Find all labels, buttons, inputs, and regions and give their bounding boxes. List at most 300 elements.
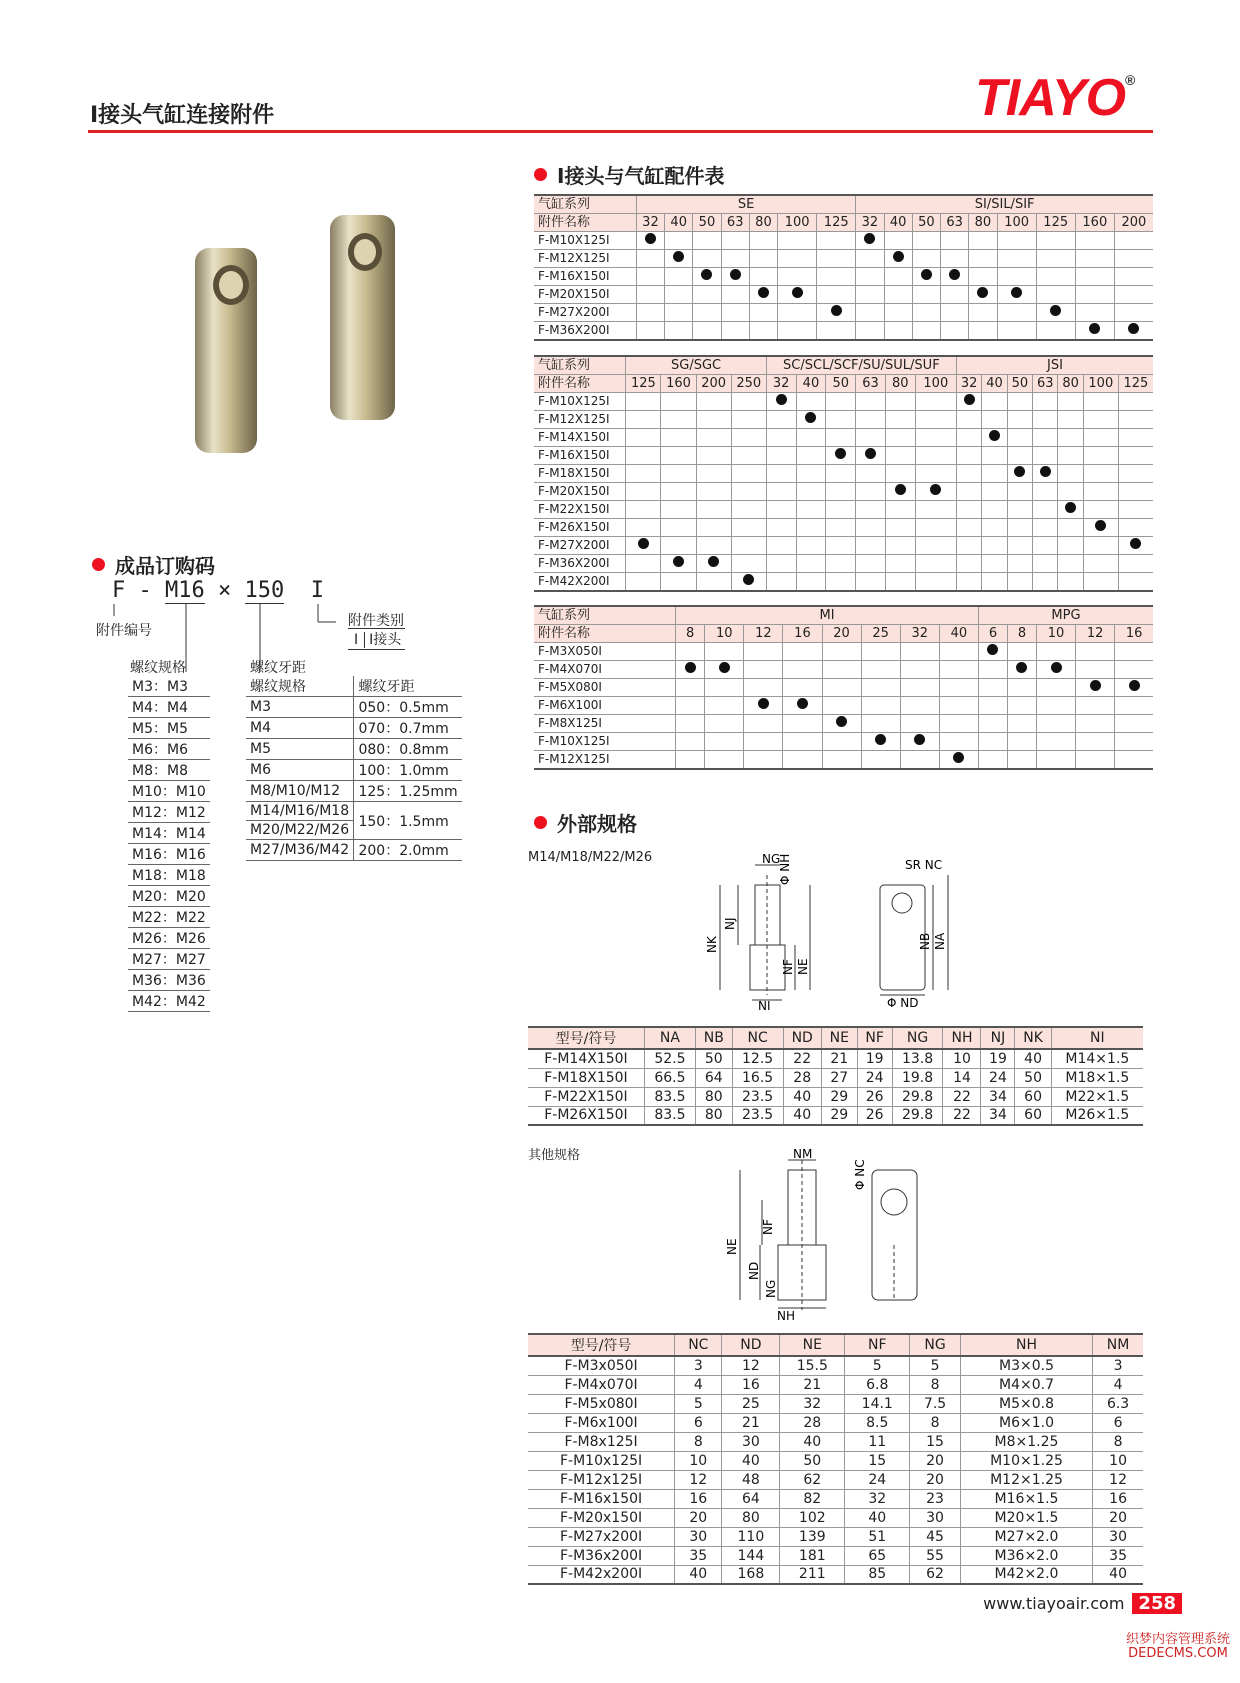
dim-cell: 20: [910, 1470, 961, 1489]
matrix-cell: [861, 643, 900, 661]
matrix-cell: [912, 268, 940, 286]
dim-label-nm: NM: [793, 1147, 813, 1161]
dim-cell: 13.8: [892, 1049, 943, 1068]
dim-header: NB: [695, 1027, 732, 1049]
compat-dot-icon: [1014, 466, 1025, 477]
bore-size: 80: [885, 375, 915, 393]
matrix-cell: [912, 322, 940, 341]
dim-label-nd2: ND: [747, 1261, 761, 1280]
matrix-cell: [665, 250, 693, 268]
matrix-cell: [1036, 268, 1075, 286]
matrix-cell: [856, 537, 886, 555]
dim-cell: 19: [857, 1049, 892, 1068]
bore-size: 160: [661, 375, 696, 393]
bore-size: 12: [744, 625, 783, 643]
matrix-cell: [766, 555, 796, 573]
series-group: MI: [676, 606, 979, 625]
matrix-cell: [796, 429, 826, 447]
dim-cell: 50: [780, 1451, 845, 1470]
matrix-cell: [1083, 393, 1118, 411]
bore-size: 80: [969, 214, 997, 232]
dim-label-na: NA: [933, 932, 947, 950]
dim-cell: 24: [857, 1068, 892, 1087]
dim-cell: 50: [695, 1049, 732, 1068]
dim-cell: F-M3x050I: [528, 1356, 675, 1375]
table-row: [534, 715, 1153, 733]
matrix-cell: [721, 322, 749, 341]
matrix-cell: [1076, 697, 1115, 715]
compat-dot-icon: [758, 287, 769, 298]
matrix-cell: [982, 429, 1007, 447]
matrix-cell: [676, 661, 705, 679]
dim-cell: 24: [981, 1068, 1015, 1087]
matrix-cell: [822, 751, 861, 770]
matrix-cell: [861, 751, 900, 770]
matrix-cell: [1114, 322, 1153, 341]
thread-list: [128, 676, 210, 1012]
matrix-cell: [766, 465, 796, 483]
matrix-cell: [778, 232, 817, 250]
table-row: [528, 1432, 1143, 1451]
dim-cell: M14×1.5: [1051, 1049, 1143, 1068]
bore-size: 63: [1033, 375, 1058, 393]
matrix-cell: [1033, 573, 1058, 592]
dim-cell: 34: [981, 1106, 1015, 1125]
dim-cell: 7.5: [910, 1394, 961, 1413]
matrix-cell: [915, 537, 956, 555]
matrix-cell: [861, 733, 900, 751]
bore-size: 40: [884, 214, 912, 232]
matrix-cell: [822, 679, 861, 697]
dim-cell: 83.5: [644, 1106, 695, 1125]
bore-size: 32: [766, 375, 796, 393]
dim-cell: M12×1.25: [960, 1470, 1092, 1489]
bore-size: 50: [826, 375, 856, 393]
bore-size: 32: [636, 214, 664, 232]
dim-cell: 23.5: [732, 1087, 783, 1106]
matrix-cell: [826, 483, 856, 501]
matrix-cell: [766, 537, 796, 555]
type-name: I接头: [369, 632, 402, 648]
pitch-thread: M4: [246, 718, 354, 739]
compat-dot-icon: [893, 251, 904, 262]
table-row: [528, 1394, 1143, 1413]
matrix-cell: [749, 232, 777, 250]
matrix-cell: [856, 447, 886, 465]
matrix-cell: [731, 519, 766, 537]
matrix-cell: [915, 429, 956, 447]
dim-cell: 4: [1093, 1375, 1143, 1394]
matrix-cell: [1075, 304, 1114, 322]
dim-cell: 16: [722, 1375, 780, 1394]
thread-item: M3：M3: [128, 676, 210, 697]
dim-cell: F-M8x125I: [528, 1432, 675, 1451]
compat-dot-icon: [673, 251, 684, 262]
matrix-cell: [956, 465, 981, 483]
dim-cell: 12: [675, 1470, 722, 1489]
compat-dot-icon: [792, 287, 803, 298]
dim-cell: 8: [1093, 1432, 1143, 1451]
matrix-cell: [856, 393, 886, 411]
matrix-cell: [796, 465, 826, 483]
dim-cell: 3: [675, 1356, 722, 1375]
matrix-cell: [956, 429, 981, 447]
part-name: F-M10X125I: [534, 393, 626, 411]
dim-cell: 19.8: [892, 1068, 943, 1087]
matrix-cell: [731, 573, 766, 592]
matrix-cell: [1007, 501, 1032, 519]
table-row: [528, 1527, 1143, 1546]
matrix-cell: [731, 501, 766, 519]
compat-dot-icon: [685, 662, 696, 673]
code-prefix: F: [112, 578, 126, 603]
compat-dot-icon: [836, 716, 847, 727]
matrix-cell: [956, 447, 981, 465]
thread-item: M18：M18: [128, 865, 210, 886]
matrix-cell: [626, 483, 661, 501]
bore-size: 125: [1036, 214, 1075, 232]
matrix-cell: [1118, 537, 1153, 555]
dim-cell: M16×1.5: [960, 1489, 1092, 1508]
dim-cell: 29: [821, 1106, 857, 1125]
dim-cell: 8.5: [845, 1413, 910, 1432]
matrix-cell: [969, 286, 997, 304]
compat-dot-icon: [743, 574, 754, 585]
dim-cell: 15: [845, 1451, 910, 1470]
thread-item: M16：M16: [128, 844, 210, 865]
matrix-cell: [1007, 555, 1032, 573]
dim-cell: M36×2.0: [960, 1546, 1092, 1565]
dim-cell: 8: [910, 1413, 961, 1432]
matrix-cell: [783, 733, 822, 751]
matrix-cell: [1033, 555, 1058, 573]
matrix-cell: [731, 465, 766, 483]
dim-cell: 24: [845, 1470, 910, 1489]
compat-dot-icon: [758, 698, 769, 709]
dim-cell: 144: [722, 1546, 780, 1565]
bore-size: 40: [665, 214, 693, 232]
dim-label-nk: NK: [705, 936, 719, 953]
table-row: [534, 519, 1153, 537]
compat-table-1: [534, 194, 1153, 341]
matrix-cell: [978, 715, 1007, 733]
matrix-cell: [1076, 643, 1115, 661]
dim-header: NA: [644, 1027, 695, 1049]
table-row: [528, 1106, 1143, 1125]
matrix-cell: [915, 519, 956, 537]
thread-item: M4：M4: [128, 697, 210, 718]
dim-cell: 65: [845, 1546, 910, 1565]
matrix-cell: [956, 483, 981, 501]
matrix-cell: [676, 715, 705, 733]
compat-dot-icon: [1051, 662, 1062, 673]
matrix-cell: [1083, 447, 1118, 465]
matrix-cell: [915, 501, 956, 519]
matrix-cell: [1083, 519, 1118, 537]
matrix-cell: [731, 483, 766, 501]
matrix-cell: [744, 751, 783, 770]
matrix-cell: [969, 322, 997, 341]
matrix-cell: [693, 250, 721, 268]
table-row: [534, 286, 1153, 304]
rod-end-right: [330, 215, 395, 420]
series-label: 气缸系列: [534, 356, 626, 375]
table-row: [528, 1546, 1143, 1565]
bore-size: 100: [997, 214, 1036, 232]
dim-cell: 34: [981, 1087, 1015, 1106]
matrix-cell: [1058, 519, 1083, 537]
table-row: [534, 751, 1153, 770]
bore-size: 100: [915, 375, 956, 393]
matrix-cell: [956, 393, 981, 411]
table-row: [528, 1068, 1143, 1087]
matrix-cell: [783, 715, 822, 733]
matrix-cell: [1058, 429, 1083, 447]
dim-header: NJ: [981, 1027, 1015, 1049]
bullet-icon: [92, 558, 105, 571]
matrix-cell: [796, 447, 826, 465]
matrix-cell: [826, 411, 856, 429]
dim-header: 型号/符号: [528, 1027, 644, 1049]
matrix-cell: [997, 304, 1036, 322]
matrix-cell: [1007, 465, 1032, 483]
dim-cell: M18×1.5: [1051, 1068, 1143, 1087]
part-name: F-M27X200I: [534, 304, 636, 322]
matrix-cell: [626, 537, 661, 555]
dim-header: NI: [1051, 1027, 1143, 1049]
dim-cell: 19: [981, 1049, 1015, 1068]
matrix-cell: [900, 715, 939, 733]
dim-cell: F-M5x080I: [528, 1394, 675, 1413]
part-name: F-M20X150I: [534, 483, 626, 501]
footer-url[interactable]: www.tiayoair.com: [983, 1594, 1125, 1613]
dim-cell: 25: [722, 1394, 780, 1413]
matrix-cell: [856, 429, 886, 447]
matrix-cell: [826, 501, 856, 519]
matrix-cell: [1118, 501, 1153, 519]
matrix-cell: [885, 519, 915, 537]
series-group: SC/SCL/SCF/SU/SUL/SUF: [766, 356, 956, 375]
matrix-cell: [1037, 733, 1076, 751]
pitch-thread: M14/M16/M18: [246, 802, 354, 821]
dim-cell: 45: [910, 1527, 961, 1546]
name-label: 附件名称: [534, 625, 676, 643]
table-row: [534, 537, 1153, 555]
matrix-cell: [731, 393, 766, 411]
matrix-cell: [1058, 393, 1083, 411]
matrix-cell: [826, 555, 856, 573]
dim-header: NK: [1015, 1027, 1051, 1049]
bore-size: 40: [796, 375, 826, 393]
matrix-cell: [1033, 519, 1058, 537]
dim-cell: 85: [845, 1565, 910, 1584]
matrix-cell: [796, 393, 826, 411]
pitch-thread: M8/M10/M12: [246, 781, 354, 802]
dim-cell: 55: [910, 1546, 961, 1565]
matrix-cell: [1007, 733, 1036, 751]
label-part-number: 附件编号: [96, 623, 152, 639]
matrix-cell: [978, 661, 1007, 679]
matrix-cell: [941, 250, 969, 268]
dim-cell: 80: [695, 1087, 732, 1106]
matrix-cell: [1075, 268, 1114, 286]
dim-cell: 28: [780, 1413, 845, 1432]
matrix-cell: [731, 429, 766, 447]
matrix-cell: [1114, 250, 1153, 268]
matrix-cell: [826, 519, 856, 537]
pitch-thread: M27/M36/M42: [246, 840, 354, 861]
dim-cell: 30: [722, 1432, 780, 1451]
dim-cell: F-M36x200I: [528, 1546, 675, 1565]
series-label: 气缸系列: [534, 606, 676, 625]
dim-cell: 12: [1093, 1470, 1143, 1489]
dim-cell: 80: [695, 1106, 732, 1125]
dim-cell: 40: [783, 1087, 821, 1106]
matrix-cell: [1037, 751, 1076, 770]
part-name: F-M5X080I: [534, 679, 676, 697]
dim-header: NC: [732, 1027, 783, 1049]
matrix-cell: [856, 322, 884, 341]
thread-item: M26：M26: [128, 928, 210, 949]
matrix-cell: [1118, 411, 1153, 429]
matrix-cell: [661, 465, 696, 483]
matrix-cell: [1115, 679, 1153, 697]
dim-cell: M10×1.25: [960, 1451, 1092, 1470]
table-row: [534, 697, 1153, 715]
matrix-cell: [956, 501, 981, 519]
pitch-thread: M20/M22/M26: [246, 821, 354, 840]
matrix-cell: [856, 519, 886, 537]
dim-cell: 23.5: [732, 1106, 783, 1125]
matrix-cell: [884, 250, 912, 268]
compat-table-2: [534, 355, 1153, 592]
matrix-cell: [982, 465, 1007, 483]
dim-cell: 168: [722, 1565, 780, 1584]
matrix-cell: [749, 322, 777, 341]
table-row: [528, 1451, 1143, 1470]
matrix-cell: [1083, 429, 1118, 447]
table-row: [534, 679, 1153, 697]
dim-label-ne: NE: [796, 958, 810, 975]
part-name: F-M36X200I: [534, 322, 636, 341]
matrix-cell: [1007, 429, 1032, 447]
dim-cell: 102: [780, 1508, 845, 1527]
dim-cell: 20: [675, 1508, 722, 1527]
matrix-cell: [1033, 483, 1058, 501]
matrix-cell: [665, 304, 693, 322]
matrix-cell: [1033, 447, 1058, 465]
matrix-cell: [1114, 232, 1153, 250]
dim-cell: 22: [943, 1106, 981, 1125]
matrix-cell: [676, 643, 705, 661]
matrix-cell: [1007, 697, 1036, 715]
matrix-cell: [721, 286, 749, 304]
matrix-cell: [626, 429, 661, 447]
bore-size: 32: [956, 375, 981, 393]
compat-dot-icon: [921, 269, 932, 280]
compat-dot-icon: [949, 269, 960, 280]
ext-subtitle-2: 其他规格: [528, 1148, 581, 1163]
dim-header: NG: [892, 1027, 943, 1049]
matrix-cell: [731, 447, 766, 465]
dim-cell: 20: [1093, 1508, 1143, 1527]
part-name: F-M22X150I: [534, 501, 626, 519]
code-type: I: [310, 578, 324, 603]
matrix-cell: [1076, 751, 1115, 770]
dim-header: NE: [821, 1027, 857, 1049]
matrix-cell: [982, 537, 1007, 555]
matrix-cell: [1033, 465, 1058, 483]
matrix-cell: [861, 715, 900, 733]
code-dash: -: [138, 578, 152, 603]
dim-cell: 6.8: [845, 1375, 910, 1394]
matrix-cell: [969, 232, 997, 250]
dim-cell: F-M14X150I: [528, 1049, 644, 1068]
part-name: F-M8X125I: [534, 715, 676, 733]
table-row: [534, 429, 1153, 447]
matrix-cell: [1007, 679, 1036, 697]
matrix-cell: [885, 501, 915, 519]
matrix-cell: [997, 232, 1036, 250]
bore-size: 10: [1037, 625, 1076, 643]
dim-cell: 35: [1093, 1546, 1143, 1565]
matrix-cell: [982, 519, 1007, 537]
matrix-cell: [744, 643, 783, 661]
matrix-cell: [885, 465, 915, 483]
matrix-cell: [693, 304, 721, 322]
bore-size: 63: [941, 214, 969, 232]
dim-cell: 10: [943, 1049, 981, 1068]
bore-size: 20: [822, 625, 861, 643]
matrix-cell: [661, 555, 696, 573]
matrix-cell: [1007, 447, 1032, 465]
compat-dot-icon: [776, 394, 787, 405]
bullet-icon: [534, 816, 547, 829]
pitch-value: 100：1.0mm: [354, 760, 462, 781]
watermark-line-1: 织梦内容管理系统: [1125, 1632, 1230, 1647]
matrix-cell: [1118, 483, 1153, 501]
matrix-cell: [661, 519, 696, 537]
matrix-cell: [705, 751, 744, 770]
matrix-cell: [885, 537, 915, 555]
dim-cell: F-M6x100I: [528, 1413, 675, 1432]
table-row: [534, 393, 1153, 411]
dim-cell: 181: [780, 1546, 845, 1565]
dim-cell: 16: [675, 1489, 722, 1508]
table-row: [528, 1413, 1143, 1432]
page-number: 258: [1132, 1593, 1182, 1614]
matrix-cell: [912, 304, 940, 322]
matrix-cell: [982, 411, 1007, 429]
part-name: F-M10X125I: [534, 733, 676, 751]
matrix-cell: [796, 555, 826, 573]
matrix-cell: [969, 304, 997, 322]
dim-cell: 40: [1093, 1565, 1143, 1584]
dim-table-2: [528, 1333, 1143, 1585]
matrix-cell: [783, 679, 822, 697]
compat-dot-icon: [1089, 323, 1100, 334]
matrix-cell: [885, 555, 915, 573]
dim-cell: 29.8: [892, 1087, 943, 1106]
matrix-cell: [696, 537, 731, 555]
dim-cell: 62: [910, 1565, 961, 1584]
matrix-cell: [1033, 537, 1058, 555]
thread-item: M42：M42: [128, 991, 210, 1012]
dim-cell: 16.5: [732, 1068, 783, 1087]
matrix-cell: [900, 751, 939, 770]
dim-cell: M20×1.5: [960, 1508, 1092, 1527]
matrix-cell: [1037, 715, 1076, 733]
